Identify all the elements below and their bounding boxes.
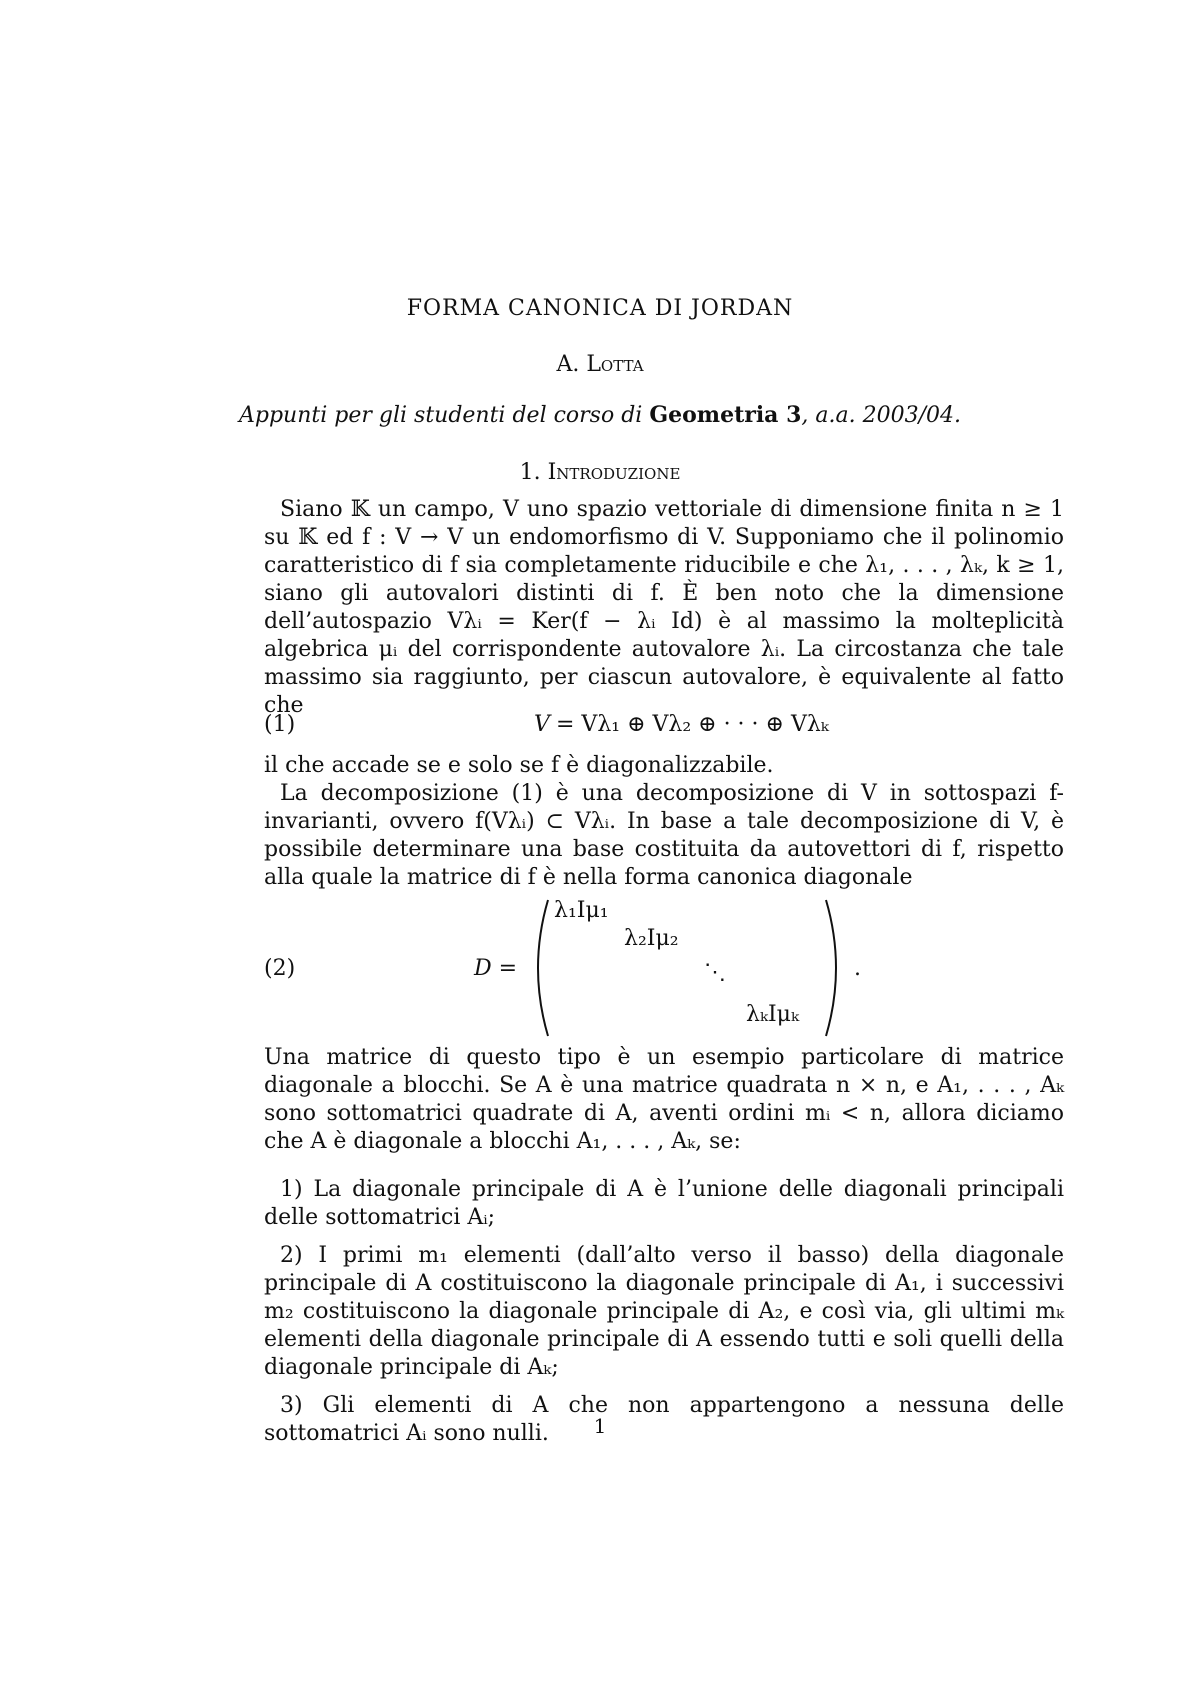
section-number: 1. (519, 460, 541, 485)
paragraph-4 (264, 1044, 1064, 1156)
left-paren-icon (524, 898, 554, 1038)
equation-2-label: (2) (264, 956, 296, 981)
paragraph-2 (264, 752, 1064, 780)
list-item: 2) I primi m₁ elementi (dall’alto verso il basso) della diagonale principale di A costituiscono la diagonale principale di A₁, i successivi m₂ costituiscono la diagonale principale di A₂, e così via, gli ultimi mₖ elementi della diagonale principale di A essendo tutti e soli quelli della diagonale principale di Aₖ; (264, 1243, 1064, 1380)
matrix-entry-3: ⋱ (704, 960, 726, 985)
paper-title: FORMA CANONICA DI JORDAN (406, 296, 794, 321)
right-paren-icon (820, 898, 850, 1038)
matrix-entry-1: λ₁Iμ₁ (554, 898, 609, 923)
list-item: 1) La diagonale principale di A è l’unione delle diagonali principali delle sottomatrici Aᵢ; (264, 1177, 1064, 1230)
matrix-entry-4: λₖIμₖ (746, 1002, 799, 1027)
paragraph-1 (264, 496, 1064, 720)
paragraph-1-text: Siano 𝕂 un campo, V uno spazio vettoriale di dimensione finita n ≥ 1 su 𝕂 ed f : V → V un endomorfismo di V. Supponiamo che il polinomio caratteristico di f sia completamente riducibile e che λ₁, . . . , λₖ, k ≥ 1, siano gli autovalori distinti di f. È ben noto che la dimensione dell’autospazio Vλᵢ = Ker(f − λᵢ Id) è al massimo la molteplicità algebrica μᵢ del corrispondente autovalore λᵢ. La circostanza che tale massimo sia raggiunto, per ciascun autovalore, è equivalente al fatto che (264, 497, 1064, 718)
subtitle-italic-2: , a.a. 2003/04. (801, 403, 961, 428)
equation-1-label: (1) (264, 712, 296, 737)
subtitle-italic-1: Appunti per gli studenti del corso di (239, 403, 643, 428)
author-name: A. Lotta (556, 352, 644, 377)
paragraph-2-text: il che accade se e solo se f è diagonalizzabile. (264, 753, 774, 778)
subtitle (0, 402, 1200, 428)
equation-2 (264, 898, 1064, 1038)
page-number: 1 (593, 1414, 607, 1438)
list-item: 3) Gli elementi di A che non appartengono a nessuna delle sottomatrici Aᵢ sono nulli. (264, 1393, 1064, 1446)
paragraph-3 (264, 780, 1064, 892)
equation-1 (264, 712, 1064, 742)
course-name: Geometria 3 (649, 402, 802, 428)
equation-2-lhs: D = (474, 956, 518, 981)
equation-1-lhs: V (534, 712, 550, 737)
paragraph-4-text: Una matrice di questo tipo è un esempio particolare di matrice diagonale a blocchi. Se A è una matrice quadrata n × n, e A₁, . . . , Aₖ sono sottomatrici quadrate di A, aventi ordini mᵢ < n, allora diciamo che A è diagonale a blocchi A₁, . . . , Aₖ, se: (264, 1045, 1064, 1154)
section-title: Introduzione (547, 460, 681, 485)
equation-2-tail: . (854, 956, 861, 981)
equation-1-rhs: = Vλ₁ ⊕ Vλ₂ ⊕ · · · ⊕ Vλₖ (556, 712, 829, 737)
section-heading (0, 460, 1200, 485)
paragraph-3-text: La decomposizione (1) è una decomposizione di V in sottospazi f-invarianti, ovvero f(Vλᵢ) ⊂ Vλᵢ. In base a tale decomposizione di V, è possibile determinare una base costituita da autovettori di f, rispetto alla quale la matrice di f è nella forma canonica diagonale (264, 781, 1064, 890)
matrix-entry-2: λ₂Iμ₂ (624, 926, 679, 951)
